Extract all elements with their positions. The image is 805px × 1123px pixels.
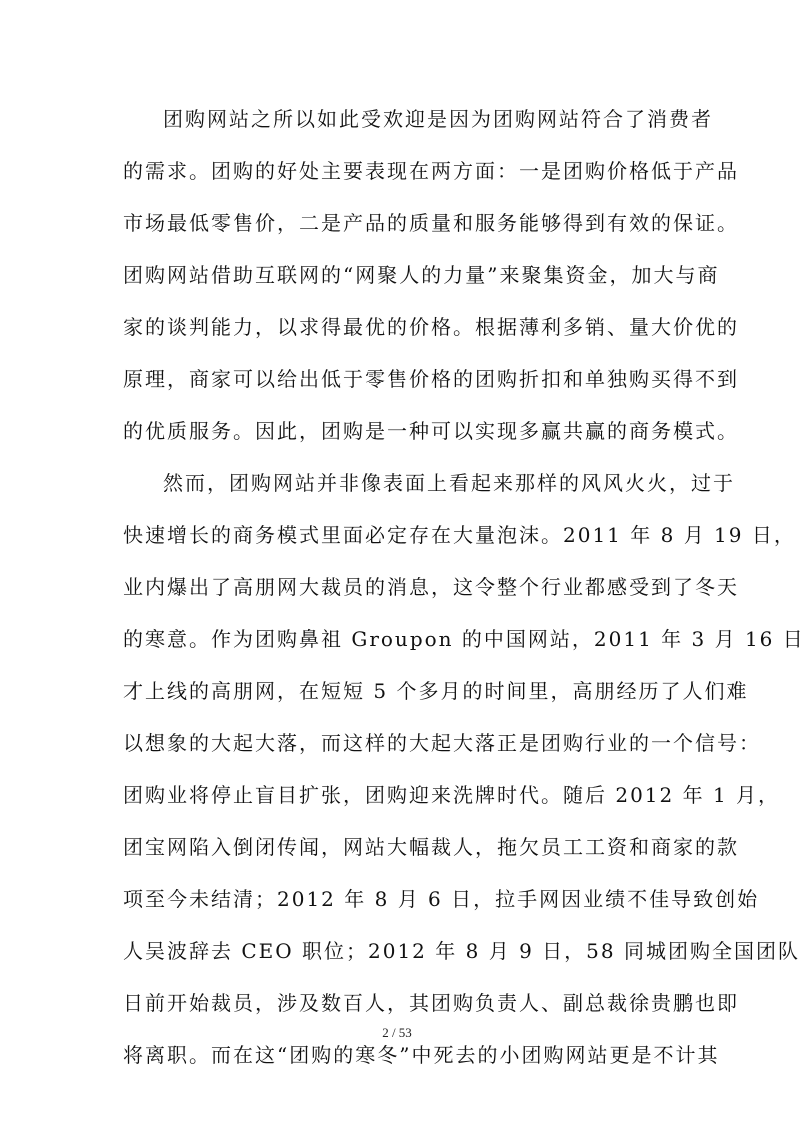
paragraph-2-line-10: 人吴波辞去 CEO 职位；2012 年 8 月 9 日，58 同城团购全国团队 [123,939,800,963]
paragraph-2-line-9: 项至今未结清；2012 年 8 月 6 日，拉手网因业绩不佳导致创始 [123,887,760,911]
page-number: 2 / 53 [382,1025,412,1040]
paragraph-1-line-4: 团购网站借助互联网的“网聚人的力量”来聚集资金，加大与商 [123,263,720,287]
paragraph-2-line-2: 快速增长的商务模式里面必定存在大量泡沫。2011 年 8 月 19 日， [123,523,796,547]
paragraph-1-line-5: 家的谈判能力，以求得最优的价格。根据薄利多销、量大价优的 [123,315,739,339]
paragraph-2-line-7: 团购业将停止盲目扩张，团购迎来洗牌时代。随后 2012 年 1 月， [123,783,781,807]
paragraph-2-line-11: 日前开始裁员，涉及数百人，其团购负责人、副总裁徐贵鹏也即 [123,991,739,1015]
paragraph-1-line-2: 的需求。团购的好处主要表现在两方面：一是团购价格低于产品 [123,159,739,183]
paragraph-2-line-6: 以想象的大起大落，而这样的大起大落正是团购行业的一个信号： [123,731,761,755]
paragraph-2-line-1: 然而，团购网站并非像表面上看起来那样的风风火火，过于 [163,471,735,495]
paragraph-2-line-5: 才上线的高朋网，在短短 5 个多月的时间里，高朋经历了人们难 [123,679,749,703]
paragraph-2-line-12: 将离职。而在这“团购的寒冬”中死去的小团购网站更是不计其 [123,1043,720,1067]
paragraph-2-line-4: 的寒意。作为团购鼻祖 Groupon 的中国网站，2011 年 3 月 16 日 [123,627,805,651]
paragraph-1-line-7: 的优质服务。因此，团购是一种可以实现多赢共赢的商务模式。 [123,419,739,443]
paragraph-1-line-3: 市场最低零售价，二是产品的质量和服务能够得到有效的保证。 [123,211,739,235]
paragraph-2-line-8: 团宝网陷入倒闭传闻，网站大幅裁人，拖欠员工工资和商家的款 [123,835,739,859]
paragraph-1-line-6: 原理，商家可以给出低于零售价格的团购折扣和单独购买得不到 [123,367,739,391]
paragraph-1-line-1: 团购网站之所以如此受欢迎是因为团购网站符合了消费者 [163,107,713,131]
paragraph-2-line-3: 业内爆出了高朋网大裁员的消息，这令整个行业都感受到了冬天 [123,575,739,599]
